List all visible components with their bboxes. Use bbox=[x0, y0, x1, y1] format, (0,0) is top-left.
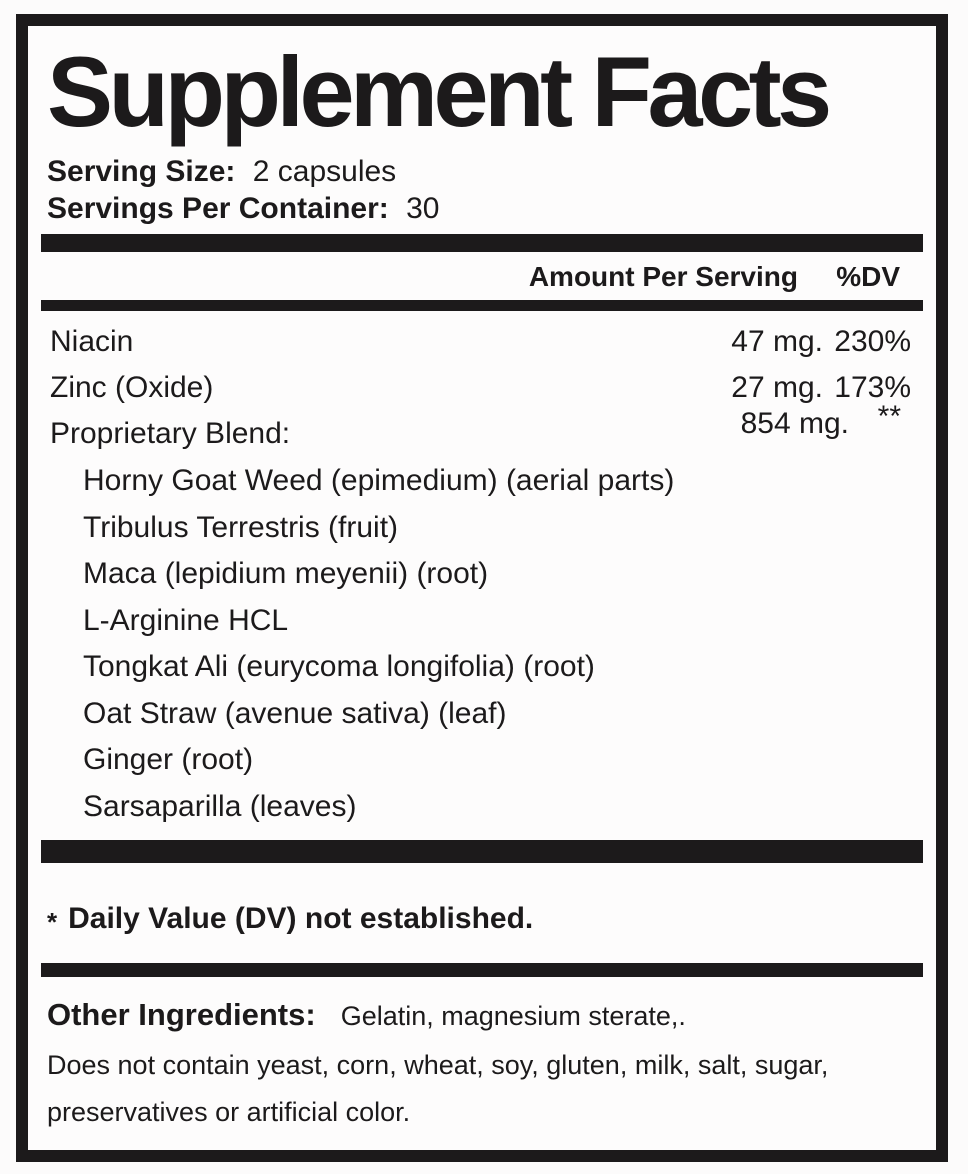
facts-table-header bbox=[41, 252, 923, 300]
ingredient-amount: 854 mg. bbox=[740, 407, 849, 440]
ingredient-name: Niacin bbox=[50, 325, 134, 358]
header-divider bbox=[41, 300, 923, 311]
servings-per-container-value: 30 bbox=[406, 192, 440, 225]
ingredient-dv: 173% bbox=[834, 371, 911, 404]
ingredient-dv: 230% bbox=[834, 325, 911, 358]
daily-value-footnote bbox=[47, 901, 923, 937]
asterisk-marker: * bbox=[47, 907, 58, 937]
blend-ingredient: Horny Goat Weed (epimedium) (aerial parts) bbox=[83, 464, 675, 497]
panel-inner bbox=[28, 36, 936, 1166]
thick-divider-top bbox=[41, 234, 923, 252]
ingredient-amount: 27 mg. bbox=[731, 371, 823, 404]
blend-ingredient: Maca (lepidium meyenii) (root) bbox=[83, 557, 489, 590]
disclaimer-line-2: preservatives or artificial color. bbox=[47, 1097, 411, 1127]
supplement-facts-panel bbox=[16, 14, 948, 1162]
percent-dv-header: %DV bbox=[836, 261, 900, 292]
other-ingredients-line bbox=[47, 997, 923, 1033]
other-ingredients-value: Gelatin, magnesium sterate,. bbox=[340, 1001, 686, 1031]
servings-per-container-label: Servings Per Container: bbox=[47, 192, 389, 225]
blend-ingredient: Tongkat Ali (eurycoma longifolia) (root) bbox=[83, 650, 595, 683]
serving-size-value: 2 capsules bbox=[252, 155, 397, 188]
serving-size-label: Serving Size: bbox=[47, 155, 236, 188]
ingredient-name: Proprietary Blend: bbox=[50, 417, 291, 450]
thin-divider-bottom bbox=[41, 963, 923, 977]
servings-per-container-line bbox=[47, 190, 923, 227]
blend-ingredient: L-Arginine HCL bbox=[83, 603, 289, 637]
blend-ingredient: Sarsaparilla (leaves) bbox=[83, 789, 357, 823]
amount-per-serving-header: Amount Per Serving bbox=[528, 261, 798, 292]
panel-title: Supplement Facts bbox=[47, 36, 828, 147]
footnote-text: Daily Value (DV) not established. bbox=[68, 902, 534, 935]
disclaimer-line-1: Does not contain yeast, corn, wheat, soy, gluten, milk, salt, sugar, bbox=[47, 1050, 829, 1080]
serving-size-line bbox=[47, 153, 923, 190]
allergen-disclaimer bbox=[47, 1042, 923, 1136]
serving-info bbox=[47, 153, 923, 227]
blend-ingredient: Ginger (root) bbox=[83, 743, 254, 776]
table-row bbox=[41, 400, 923, 457]
ingredient-name: Zinc (Oxide) bbox=[50, 371, 214, 404]
table-row bbox=[41, 319, 923, 365]
facts-rows bbox=[41, 319, 923, 457]
thick-divider-middle bbox=[41, 840, 923, 863]
ingredient-amount: 47 mg. bbox=[731, 325, 823, 358]
ingredient-dv: ** bbox=[877, 400, 901, 433]
blend-ingredient: Oat Straw (avenue sativa) (leaf) bbox=[83, 696, 507, 730]
other-ingredients-label: Other Ingredients: bbox=[47, 997, 316, 1032]
proprietary-blend-list bbox=[41, 458, 923, 830]
blend-ingredient: Tribulus Terrestris (fruit) bbox=[83, 510, 399, 544]
